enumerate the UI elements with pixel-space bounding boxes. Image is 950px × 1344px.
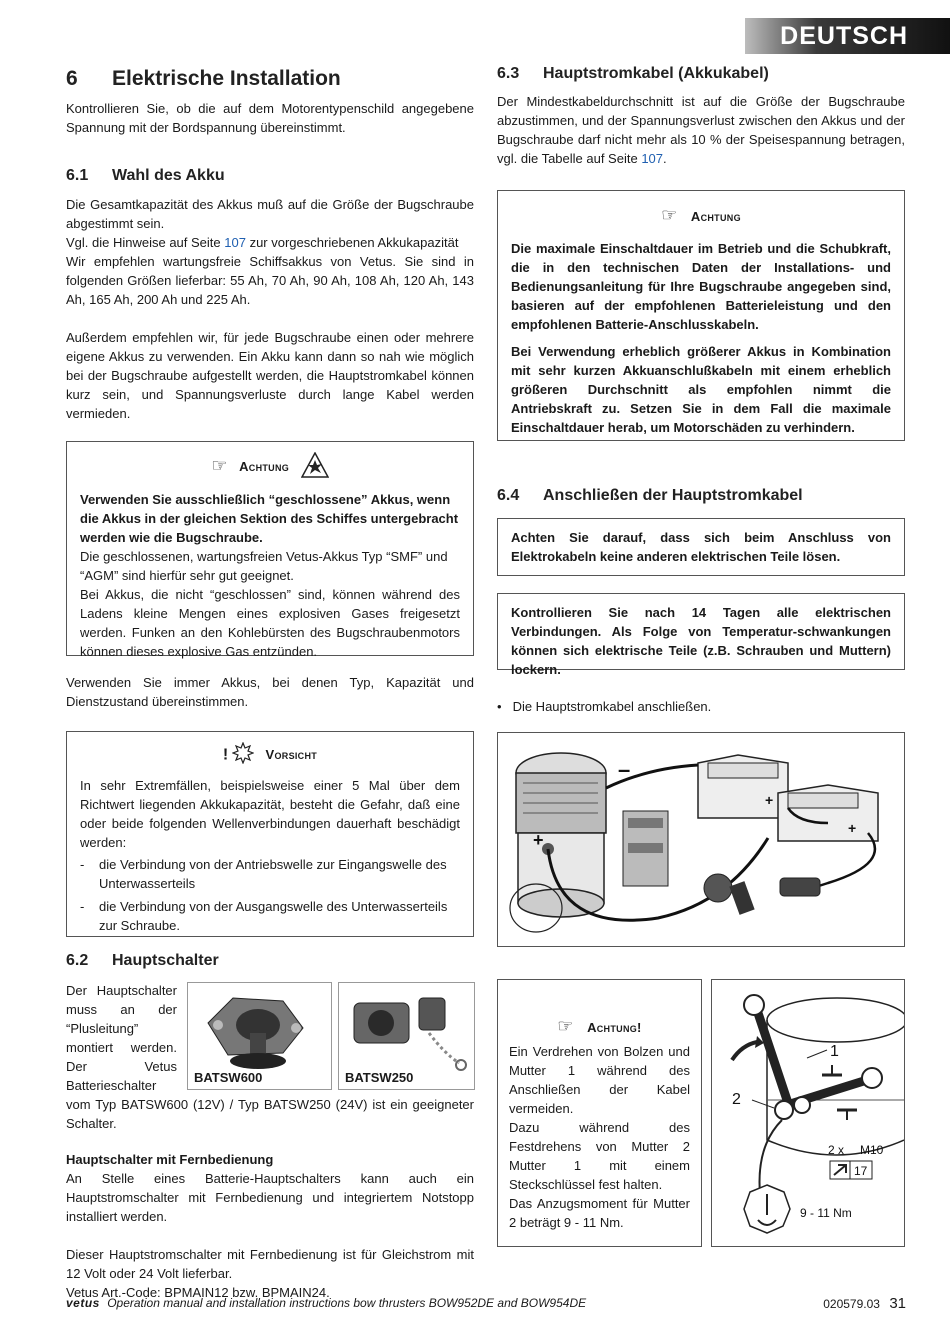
- paragraph: Der Hauptschalter muss an der “Plusleitung” montiert werden. Der Vetus Batterieschalter vom Typ BATSW600 (12V) / Typ BATSW250 (24V) ist ein geeigneter Schalter.: [66, 983, 474, 1131]
- section-number: 6: [66, 67, 78, 90]
- language-tab: [745, 18, 950, 54]
- explosion-icon: [301, 452, 329, 484]
- paragraph: Vetus Art.-Code: BPMAIN12 bzw. BPMAIN24.: [66, 1285, 330, 1300]
- svg-text:+: +: [765, 792, 774, 808]
- paragraph: Verwenden Sie immer Akkus, bei denen Typ, Kapazität und Dienstzustand übereinstimmen.: [66, 675, 474, 709]
- warning-bold-text: Bei Verwendung erheblich größerer Akkus in Kombination mit sehr kurzen Akkuanschlußkabeln mit einem erheblich größeren Durchschnitt als empfohlen nimmt die Antriebskraft zu. Setzen Sie in dem Fall die maximale Einschaltdauer herab, um Motorschäden zu verhindern.: [511, 344, 891, 435]
- section-6-3-heading: [497, 63, 905, 85]
- battery-warning-box: [66, 441, 474, 659]
- section-title: Wahl des Akku: [112, 167, 225, 184]
- bullet-item: • Die Hauptstromkabel anschließen.: [497, 699, 712, 714]
- list-item: - die Verbindung von der Ausgangswelle des Unterwasserteils zur Schraube.: [80, 897, 460, 935]
- wrench-size-label: 17: [854, 1164, 868, 1178]
- warning-text: Dazu während des Festdrehens von Mutter 2 Mutter 1 mit einem Steckschlüssel fest halten.: [509, 1120, 690, 1192]
- inspection-notice-box: [497, 593, 905, 677]
- pointing-hand-icon: ☞: [557, 1016, 574, 1036]
- section-number: 6.1: [66, 167, 89, 184]
- section-6-4-heading: [497, 485, 905, 507]
- warning-text: Das Anzugsmoment für Mutter 2 beträgt 9 - 11 Nm.: [509, 1196, 690, 1230]
- nut-1-label: 1: [830, 1043, 839, 1060]
- paragraph: An Stelle eines Batterie-Hauptschalters kann auch ein Hauptstromschalter mit Fernbedienung und integriertem Notstopp installiert werden.: [66, 1171, 474, 1224]
- switch-illustration: [339, 983, 474, 1073]
- warning-text: Ein Verdrehen von Bolzen und Mutter 1 während des Anschließen der Kabel vermeiden.: [509, 1044, 690, 1116]
- section-6-3: [497, 63, 905, 168]
- plus-terminal-label: +: [533, 830, 544, 850]
- svg-text:+: +: [848, 820, 857, 836]
- paragraph: Dieser Hauptstromschalter mit Fernbedienung ist für Gleichstrom mit 12 Volt oder 24 Volt lieferbar.: [66, 1247, 474, 1281]
- paragraph: Wir empfehlen wartungsfreie Schiffsakkus von Vetus. Sie sind in folgenden Größen lieferbar: 55 Ah, 70 Ah, 90 Ah, 108 Ah, 120 Ah, 143 Ah, 165 Ah, 200 Ah und 225 Ah.: [66, 254, 474, 307]
- page-footer: [66, 1294, 906, 1313]
- section-6-2-heading: [66, 950, 474, 972]
- bullet-list: [497, 697, 905, 716]
- pointing-hand-icon: ☞: [661, 205, 678, 225]
- section-6-2: [66, 950, 474, 972]
- section-6-1: [66, 165, 474, 423]
- section-number: 6.2: [66, 952, 89, 969]
- paragraph: Außerdem empfehlen wir, für jede Bugschraube einen oder mehrere eigene Akkus zu verwenden. Ein Akku kann dann so nah wie möglich bei der Bugschraube aufgestellt werden, die Hauptstromkabel können kurz sein, und Spannungsverluste durch lange Kabel werden vermieden.: [66, 330, 474, 421]
- caution-text: In sehr Extremfällen, beispielsweise einer 5 Mal über dem Richtwert liegenden Akkukapazität, besteht die Gefahr, daß eine oder beide folgenden Wellenverbindungen dauerhaft beschädigt werden:: [80, 778, 460, 850]
- warning-header: [511, 205, 891, 227]
- switch-photo-batsw600: [187, 982, 332, 1090]
- section-6-4: [497, 485, 905, 507]
- paragraph: Vgl. die Hinweise auf Seite 107 zur vorgeschriebenen Akkukapazität: [66, 235, 459, 250]
- section-title: Hauptschalter: [112, 952, 219, 969]
- caution-label: Vorsicht: [265, 747, 318, 763]
- thread-size-label: M10: [860, 1143, 884, 1157]
- notice-text: Kontrollieren Sie nach 14 Tagen alle elektrischen Verbindungen. Als Folge von Temperatur-schwankungen können sich elektrische Teile (z.B. Schrauben und Muttern) lockern.: [511, 605, 891, 677]
- page-number: 31: [889, 1295, 906, 1312]
- section-title: Anschließen der Hauptstromkabel: [543, 487, 803, 504]
- section-6: [66, 66, 474, 137]
- section-number: 6.4: [497, 487, 520, 504]
- warning-label: Achtung!: [587, 1020, 642, 1035]
- minus-terminal-label: –: [618, 757, 631, 782]
- cable-notice-box: [497, 518, 905, 576]
- document-code: 020579.03: [823, 1297, 880, 1311]
- page-link[interactable]: 107: [641, 151, 664, 166]
- caution-header: [80, 742, 460, 770]
- battery-type-note: [66, 673, 474, 711]
- nut-2-label: 2: [732, 1091, 741, 1108]
- language-label: DEUTSCH: [780, 22, 908, 50]
- warning-header: [80, 452, 460, 484]
- switch-illustration: [188, 983, 331, 1073]
- warning-label: Achtung: [690, 209, 741, 224]
- subheading: Hauptschalter mit Fernbedienung: [66, 1152, 274, 1167]
- vetus-logo: vetus: [66, 1296, 100, 1310]
- remote-switch-block: [66, 1150, 474, 1302]
- section-title: Elektrische Installation: [112, 67, 341, 90]
- warning-header: [509, 1016, 690, 1038]
- page-link[interactable]: 107: [224, 235, 246, 250]
- section-6-1-heading: [66, 165, 474, 187]
- warning-label: Achtung: [239, 459, 290, 475]
- warning-text: Bei Akkus, die nicht “geschlossen” sind, können während des Ladens kleine Mengen eines explosiven Gases freigesetzt werden. Funken an den Kohlebürsten des Bugschraubenmotors können dieses explosive Gas entzünden.: [80, 587, 460, 659]
- notice-text: Achten Sie darauf, dass sich beim Anschluss von Elektrokabeln keine anderen elektrischen Teile lösen.: [511, 530, 891, 564]
- quantity-label: 2 x: [828, 1143, 845, 1157]
- duty-warning-box: [497, 190, 905, 441]
- footer-right: [823, 1294, 906, 1314]
- photo-label: BATSW600: [194, 1070, 263, 1085]
- caution-box: [66, 731, 474, 937]
- burst-icon: [232, 742, 254, 770]
- wiring-illustration: [497, 732, 905, 947]
- wiring-diagram: [498, 733, 904, 946]
- warning-text: Die geschlossenen, wartungsfreien Vetus-Akkus Typ “SMF” und “AGM” sind hierfür sehr gut geeignet.: [80, 549, 448, 583]
- paragraph: Der Mindestkabeldurchschnitt ist auf die Größe der Bugschraube abzustimmen, und der Spannungsverlust zwischen den Akkus und der Bugschraube darf nicht mehr als 10 % der Speisespannung betragen, vgl. die Tabelle auf Seite 107.: [497, 94, 905, 166]
- torque-warning-box: [497, 979, 702, 1247]
- wrench-diagram: [712, 980, 904, 1246]
- manual-title: Operation manual and installation instructions bow thrusters BOW952DE and BOW954DE: [107, 1296, 587, 1310]
- section-6-heading: [66, 66, 474, 92]
- section-number: 6.3: [497, 65, 520, 82]
- section-title: Hauptstromkabel (Akkukabel): [543, 65, 769, 82]
- torque-value: 9 - 11 Nm: [800, 1206, 852, 1220]
- wrench-illustration: [711, 979, 905, 1247]
- photo-label: BATSW250: [345, 1070, 414, 1085]
- section-6-intro: Kontrollieren Sie, ob die auf dem Motorentypenschild angegebene Spannung mit der Bordspannung übereinstimmt.: [66, 101, 474, 135]
- pointing-hand-icon: ☞: [211, 455, 228, 476]
- switch-photo-batsw250: [338, 982, 475, 1090]
- caution-icon: !: [222, 746, 229, 764]
- list-item: - die Verbindung von der Antriebswelle zur Eingangswelle des Unterwasserteils: [80, 855, 460, 893]
- warning-bold-text: Verwenden Sie ausschließlich “geschlossene” Akkus, wenn die Akkus in der gleichen Sektion des Schiffes untergebracht werden wie die Bugschraube.: [80, 492, 459, 545]
- warning-bold-text: Die maximale Einschaltdauer im Betrieb und die Schubkraft, die in den technischen Daten der Installations- und Bedienungsanleitung für Ihre Bugschraube angegeben sind, basieren auf der empfohlenen Batterieleistung und den empfohlenen Batterie-Anschlusskabeln.: [511, 241, 891, 332]
- paragraph: Die Gesamtkapazität des Akkus muß auf die Größe der Bugschraube abgestimmt sein.: [66, 197, 474, 231]
- caution-list: [80, 855, 460, 935]
